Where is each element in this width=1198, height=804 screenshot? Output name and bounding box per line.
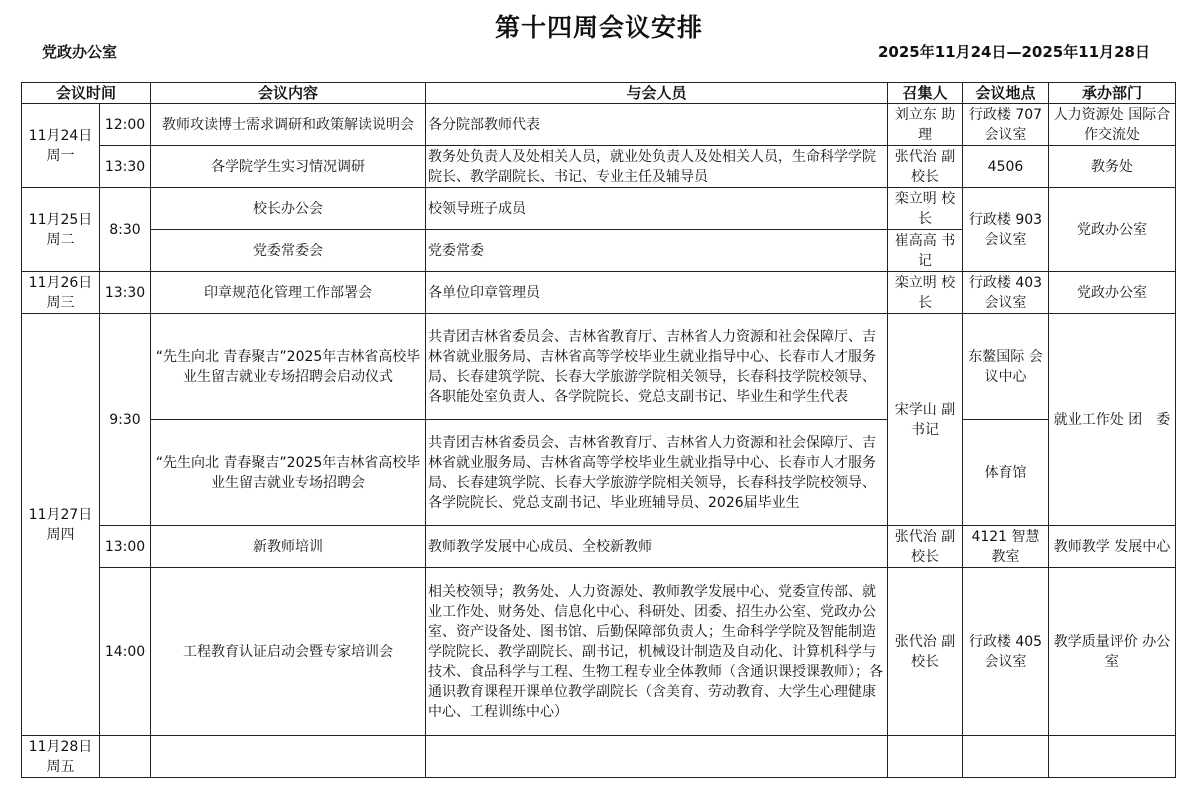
day-date: 11月24日: [28, 127, 93, 144]
content-cell: 校长办公会: [151, 188, 426, 230]
convener-cell: 栾立明 校 长: [888, 272, 963, 314]
attendees-cell: 教务处负责人及处相关人员，就业处负责人及处相关人员，生命科学学院院长、教学副院长、书记、专业主任及辅导员: [426, 146, 888, 188]
table-row: [22, 146, 1176, 188]
attendees-cell: 各单位印章管理员: [426, 272, 888, 314]
day-cell-wed: [22, 272, 100, 314]
date-range: 2025年11月24日—2025年11月28日: [878, 43, 1150, 61]
organizer-cell: 党政办公室: [1049, 188, 1176, 272]
location-cell: 行政楼 405会议室: [963, 568, 1049, 736]
organizer-cell: 教务处: [1049, 146, 1176, 188]
header-location: 会议地点: [963, 83, 1049, 104]
location-cell: 4121 智慧教室: [963, 526, 1049, 568]
convener-cell: 刘立东 助 理: [888, 104, 963, 146]
convener-cell: 崔高高 书 记: [888, 230, 963, 272]
table-row: [22, 568, 1176, 736]
content-cell: “先生向北 青春聚吉”2025年吉林省高校毕业生留吉就业专场招聘会启动仪式: [151, 314, 426, 420]
time-cell: 14:00: [100, 568, 151, 736]
table-row: [22, 420, 1176, 526]
day-date: 11月25日: [28, 211, 93, 228]
day-cell-fri: [22, 736, 100, 778]
time-cell: 13:00: [100, 526, 151, 568]
organizer-cell: 人力资源处 国际合作交流处: [1049, 104, 1176, 146]
day-cell-thu: [22, 314, 100, 736]
day-cell-mon: [22, 104, 100, 188]
content-cell: 印章规范化管理工作部署会: [151, 272, 426, 314]
time-cell: 13:30: [100, 272, 151, 314]
issuing-office: 党政办公室: [42, 43, 118, 61]
header-time: 会议时间: [22, 83, 151, 104]
header-organizer: 承办部门: [1049, 83, 1176, 104]
day-date: 11月26日: [28, 274, 93, 291]
convener-cell: 张代治 副校长: [888, 146, 963, 188]
content-cell-empty: [151, 736, 426, 778]
location-cell: 体育馆: [963, 420, 1049, 526]
time-cell: 12:00: [100, 104, 151, 146]
attendees-cell: 共青团吉林省委员会、吉林省教育厅、吉林省人力资源和社会保障厅、吉林省就业服务局、吉林省高等学校毕业生就业指导中心、长春市人才服务局、长春建筑学院、长春大学旅游学院相关领导，长春科技学院校领导、各职能处室负责人、各学院院长、党总支副书记、毕业生和学生代表: [426, 314, 888, 420]
organizer-cell: 教学质量评价 办公室: [1049, 568, 1176, 736]
content-cell: 新教师培训: [151, 526, 426, 568]
attendees-cell: 相关校领导；教务处、人力资源处、教师教学发展中心、党委宣传部、就业工作处、财务处、信息化中心、科研处、团委、招生办公室、党政办公室、资产设备处、图书馆、后勤保障部负责人；生命科学学院及智能制造学院院长、教学副院长、副书记，机械设计制造及自动化、计算机科学与技术、食品科学与工程、生物工程专业全体教师（含通识课授课教师）；各通识教育课程开课单位教学副院长（含美育、劳动教育、大学生心理健康中心、工程训练中心）: [426, 568, 888, 736]
organizer-cell: 党政办公室: [1049, 272, 1176, 314]
time-cell: 8:30: [100, 188, 151, 272]
location-cell-empty: [963, 736, 1049, 778]
page-title: 第十四周会议安排: [494, 13, 703, 42]
attendees-cell-empty: [426, 736, 888, 778]
location-cell: 行政楼 403会议室: [963, 272, 1049, 314]
table-row: [22, 314, 1176, 420]
convener-cell: 张代治 副校长: [888, 568, 963, 736]
header-content: 会议内容: [151, 83, 426, 104]
time-cell: 9:30: [100, 314, 151, 526]
organizer-cell-empty: [1049, 736, 1176, 778]
attendees-cell: 校领导班子成员: [426, 188, 888, 230]
table-row: [22, 188, 1176, 230]
convener-cell-empty: [888, 736, 963, 778]
meeting-schedule-table: [21, 82, 1176, 778]
convener-cell: 张代治 副校长: [888, 526, 963, 568]
header-convener: 召集人: [888, 83, 963, 104]
day-weekday: 周一: [46, 147, 75, 164]
table-header-row: [22, 83, 1176, 104]
attendees-cell: 党委常委: [426, 230, 888, 272]
header-attendees: 与会人员: [426, 83, 888, 104]
convener-cell: 宋学山 副书记: [888, 314, 963, 526]
day-weekday: 周四: [46, 526, 75, 543]
time-cell: 13:30: [100, 146, 151, 188]
table-row: [22, 526, 1176, 568]
content-cell: 党委常委会: [151, 230, 426, 272]
content-cell: 各学院学生实习情况调研: [151, 146, 426, 188]
content-cell: 工程教育认证启动会暨专家培训会: [151, 568, 426, 736]
day-date: 11月27日: [28, 506, 93, 523]
day-date: 11月28日: [28, 738, 93, 755]
attendees-cell: 教师教学发展中心成员、全校新教师: [426, 526, 888, 568]
table-row: [22, 104, 1176, 146]
day-weekday: 周二: [46, 231, 75, 248]
content-cell: “先生向北 青春聚吉”2025年吉林省高校毕业生留吉就业专场招聘会: [151, 420, 426, 526]
organizer-cell: 就业工作处 团 委: [1049, 314, 1176, 526]
organizer-cell: 教师教学 发展中心: [1049, 526, 1176, 568]
attendees-cell: 共青团吉林省委员会、吉林省教育厅、吉林省人力资源和社会保障厅、吉林省就业服务局、吉林省高等学校毕业生就业指导中心、长春市人才服务局、长春建筑学院、长春大学旅游学院相关领导，长春科技学院校领导、各学院院长、党总支副书记、毕业班辅导员、2026届毕业生: [426, 420, 888, 526]
location-cell: 行政楼 707会议室: [963, 104, 1049, 146]
day-weekday: 周三: [46, 294, 75, 311]
content-cell: 教师攻读博士需求调研和政策解读说明会: [151, 104, 426, 146]
day-weekday: 周五: [46, 758, 75, 775]
table-row: [22, 272, 1176, 314]
day-cell-tue: [22, 188, 100, 272]
time-cell-empty: [100, 736, 151, 778]
table-row: [22, 736, 1176, 778]
location-cell: 东鳌国际 会议中心: [963, 314, 1049, 420]
attendees-cell: 各分院部教师代表: [426, 104, 888, 146]
convener-cell: 栾立明 校 长: [888, 188, 963, 230]
location-cell: 4506: [963, 146, 1049, 188]
location-cell: 行政楼 903会议室: [963, 188, 1049, 272]
